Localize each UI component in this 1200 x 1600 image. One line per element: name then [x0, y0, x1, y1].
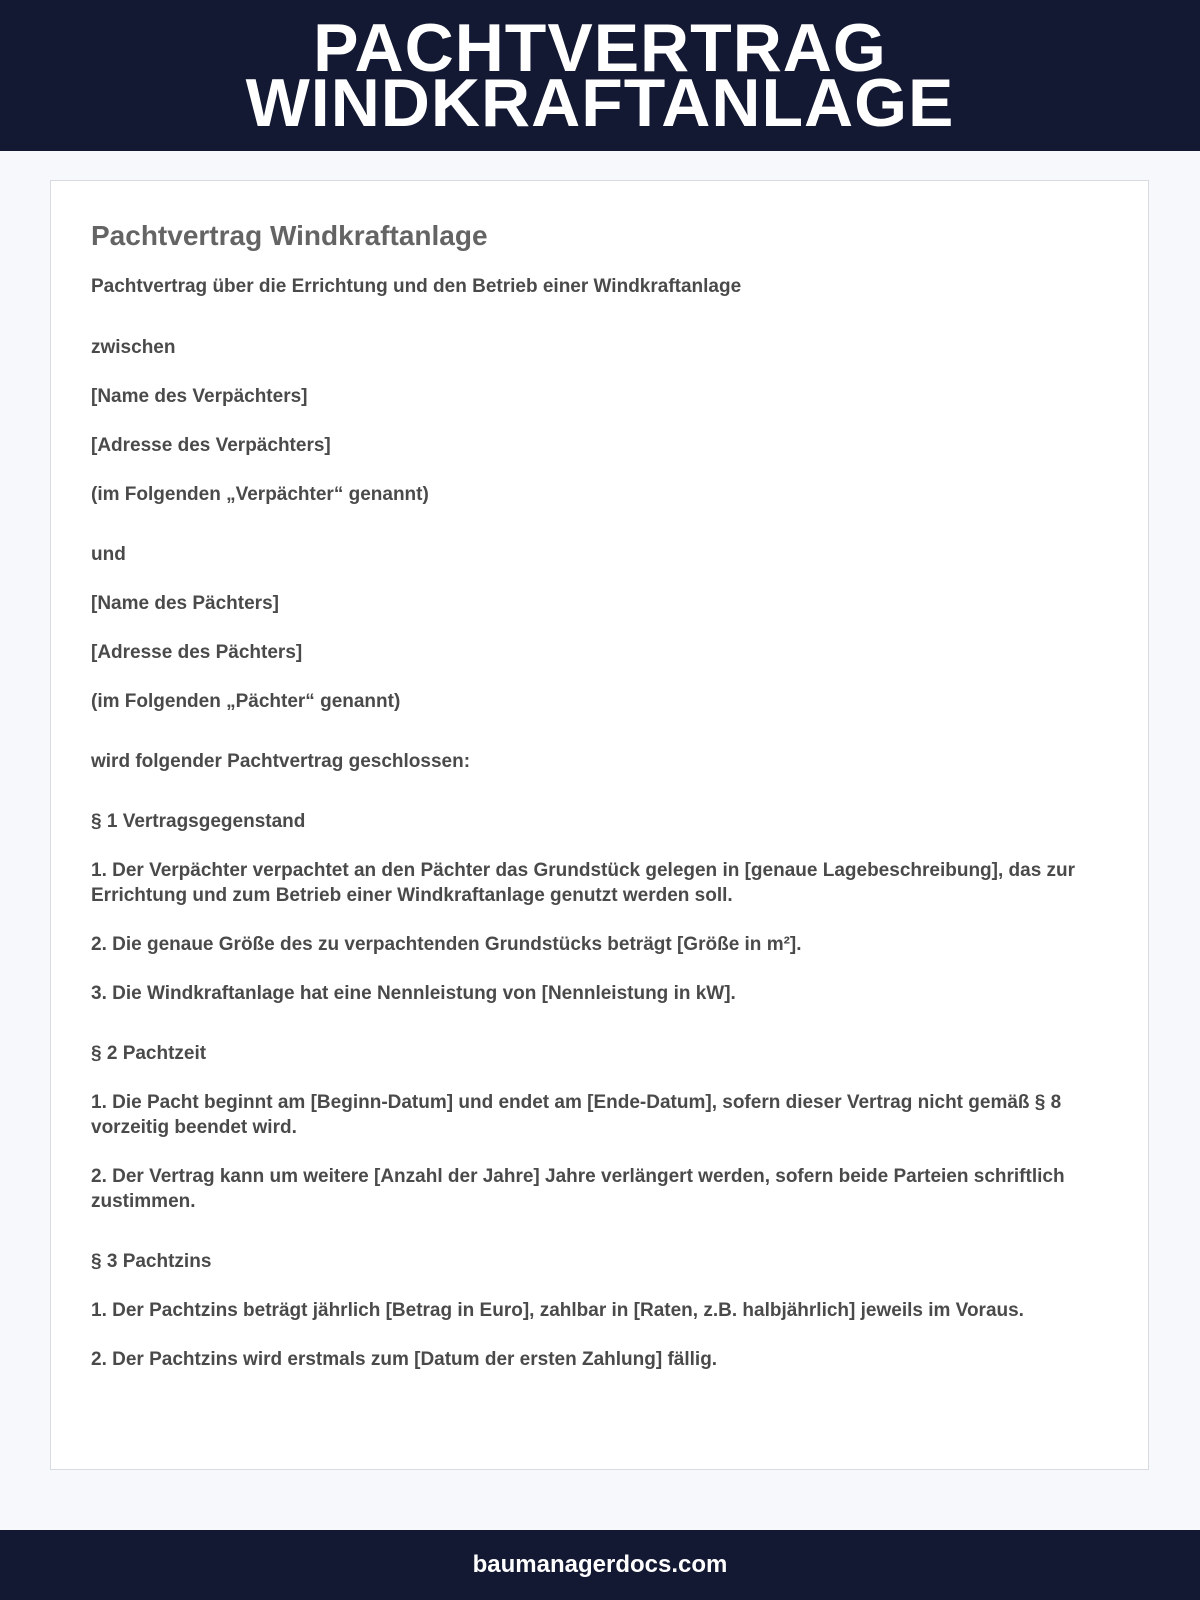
lessee-name: [Name des Pächters]	[91, 593, 279, 614]
section-clause: 1. Der Verpächter verpachtet an den Pächter das Grundstück gelegen in [genaue Lagebeschreibung], das zur Errichtung und zum Betrieb einer Windkraftanlage genutzt werden soll.	[91, 860, 1076, 906]
lessor-designation: (im Folgenden „Verpächter“ genannt)	[91, 484, 429, 505]
banner-title-line-2: WINDKRAFTANLAGE	[245, 64, 955, 141]
footer-site-name: baumanagerdocs.com	[472, 1551, 728, 1578]
section-clause: 1. Die Pacht beginnt am [Beginn-Datum] und endet am [Ende-Datum], sofern dieser Vertrag nicht gemäß § 8 vorzeitig beendet wird.	[91, 1092, 1062, 1138]
section-heading: § 2 Pachtzeit	[91, 1043, 207, 1064]
between-label: zwischen	[91, 337, 176, 358]
lessor-name: [Name des Verpächters]	[91, 386, 308, 407]
lessee-designation: (im Folgenden „Pächter“ genannt)	[91, 691, 401, 712]
document-card	[50, 180, 1149, 1470]
conclusion-text: wird folgender Pachtvertrag geschlossen:	[91, 751, 471, 772]
section-heading: § 3 Pachtzins	[91, 1251, 212, 1272]
section-clause: 2. Der Pachtzins wird erstmals zum [Datum der ersten Zahlung] fällig.	[91, 1349, 718, 1370]
banner-title-line-1: PACHTVERTRAG	[313, 9, 887, 86]
title-banner	[0, 0, 1200, 151]
document-subtitle: Pachtvertrag über die Errichtung und den Betrieb einer Windkraftanlage	[91, 276, 742, 297]
section-heading: § 1 Vertragsgegenstand	[91, 811, 306, 832]
document-title: Pachtvertrag Windkraftanlage	[91, 220, 488, 251]
section-clause: 2. Der Vertrag kann um weitere [Anzahl der Jahre] Jahre verlängert werden, sofern beide Parteien schriftlich zustimmen.	[91, 1166, 1065, 1212]
section-clause: 3. Die Windkraftanlage hat eine Nennleistung von [Nennleistung in kW].	[91, 983, 736, 1004]
lessee-address: [Adresse des Pächters]	[91, 642, 303, 663]
and-label: und	[91, 544, 126, 565]
section-clause: 1. Der Pachtzins beträgt jährlich [Betrag in Euro], zahlbar in [Raten, z.B. halbjährlich] jeweils im Voraus.	[91, 1300, 1024, 1321]
lessor-address: [Adresse des Verpächters]	[91, 435, 331, 456]
footer-bar	[0, 1530, 1200, 1600]
section-clause: 2. Die genaue Größe des zu verpachtenden Grundstücks beträgt [Größe in m²].	[91, 934, 802, 955]
document-content	[91, 219, 1101, 1372]
